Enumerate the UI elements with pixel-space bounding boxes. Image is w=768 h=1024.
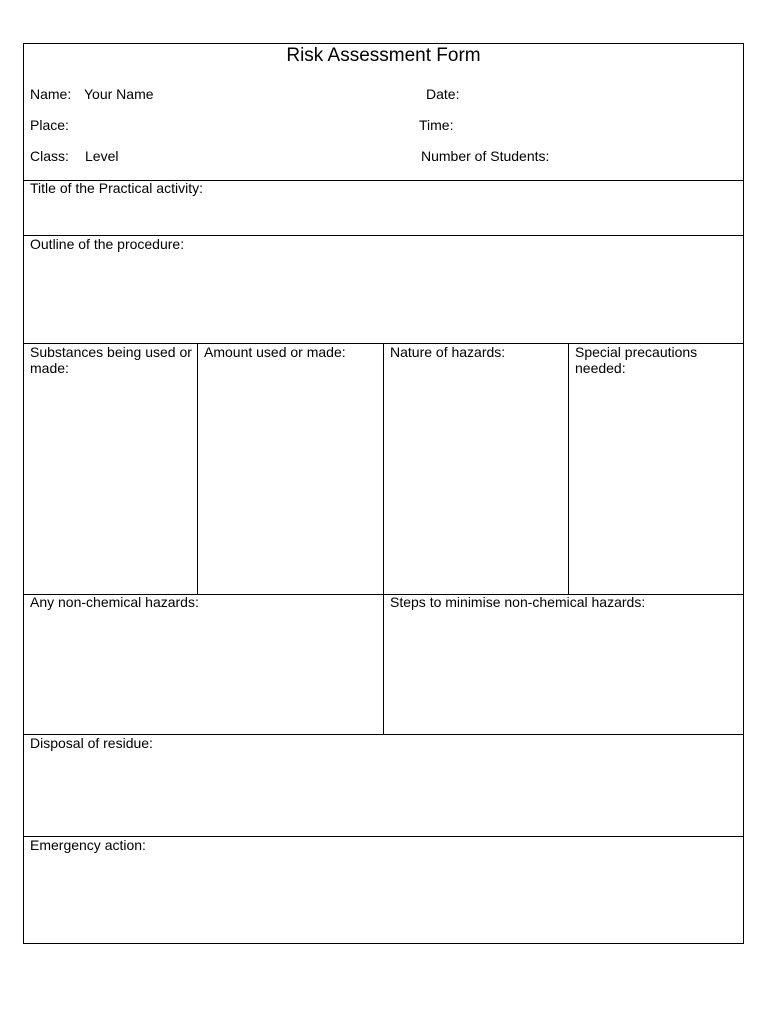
column-divider xyxy=(568,343,569,594)
name-value[interactable]: Your Name xyxy=(84,86,154,102)
place-label: Place: xyxy=(30,117,69,133)
substances-label: Substances being used or made: xyxy=(30,344,192,376)
disposal-label: Disposal of residue: xyxy=(30,735,153,751)
minimise-steps-label: Steps to minimise non-chemical hazards: xyxy=(390,594,646,610)
non-chemical-hazards-label: Any non-chemical hazards: xyxy=(30,594,199,610)
class-label: Class: xyxy=(30,148,69,164)
practical-activity-title-label: Title of the Practical activity: xyxy=(30,180,203,196)
name-label: Name: xyxy=(30,86,72,102)
amount-label: Amount used or made: xyxy=(204,344,346,360)
column-divider xyxy=(383,343,384,734)
special-precautions-label: Special precautions needed: xyxy=(575,344,698,376)
form-title: Risk Assessment Form xyxy=(286,45,481,66)
number-of-students-label: Number of Students: xyxy=(421,148,550,164)
class-value[interactable]: Level xyxy=(85,148,119,164)
date-label: Date: xyxy=(426,86,460,102)
procedure-outline-label: Outline of the procedure: xyxy=(30,236,185,252)
column-divider xyxy=(197,343,198,594)
time-label: Time: xyxy=(419,117,454,133)
hazards-nature-label: Nature of hazards: xyxy=(390,344,506,360)
emergency-action-label: Emergency action: xyxy=(30,837,146,853)
risk-assessment-form xyxy=(23,43,744,944)
